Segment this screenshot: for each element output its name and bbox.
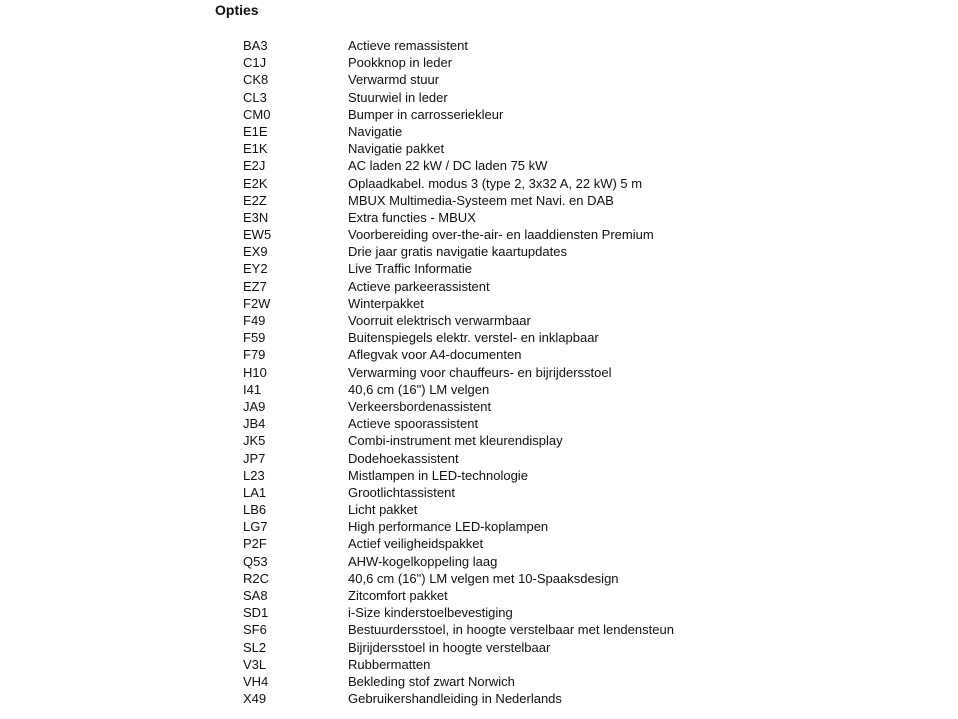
option-row: [243, 553, 674, 570]
option-code: CM0: [243, 106, 271, 122]
option-code: E2J: [243, 158, 266, 174]
option-code: E3N: [243, 209, 269, 225]
option-row: [243, 587, 674, 604]
option-row: [243, 364, 674, 381]
option-code: LA1: [243, 484, 267, 500]
option-description: Aflegvak voor A4-documenten: [348, 347, 522, 363]
option-description: Navigatie pakket: [348, 141, 445, 157]
options-list: [243, 37, 674, 707]
option-row: [243, 312, 674, 329]
option-description: Voorbereiding over-the-air- en laaddiensten Premium: [348, 227, 654, 243]
option-description: Grootlichtassistent: [348, 484, 455, 500]
option-row: [243, 415, 674, 432]
option-row: [243, 243, 674, 260]
option-row: [243, 604, 674, 621]
option-code: VH4: [243, 673, 269, 689]
option-code: F79: [243, 347, 266, 363]
option-row: [243, 381, 674, 398]
option-description: Navigatie: [348, 123, 403, 139]
option-description: Rubbermatten: [348, 656, 431, 672]
option-row: [243, 398, 674, 415]
option-description: 40,6 cm (16") LM velgen: [348, 381, 490, 397]
option-row: [243, 54, 674, 71]
option-row: [243, 192, 674, 209]
option-description: Oplaadkabel. modus 3 (type 2, 3x32 A, 22 kW) 5 m: [348, 175, 643, 191]
option-row: [243, 484, 674, 501]
option-description: Bijrijdersstoel in hoogte verstelbaar: [348, 639, 551, 655]
option-code: JA9: [243, 398, 266, 414]
option-row: [243, 690, 674, 707]
option-description: Bumper in carrosseriekleur: [348, 106, 504, 122]
option-description: Winterpakket: [348, 295, 424, 311]
option-row: [243, 518, 674, 535]
option-code: JK5: [243, 433, 266, 449]
option-description: Dodehoekassistent: [348, 450, 459, 466]
option-description: Pookknop in leder: [348, 55, 453, 71]
option-row: [243, 226, 674, 243]
option-description: Mistlampen in LED-technologie: [348, 467, 528, 483]
option-code: SL2: [243, 639, 267, 655]
option-row: [243, 106, 674, 123]
option-description: Voorruit elektrisch verwarmbaar: [348, 313, 531, 328]
option-code: CK8: [243, 72, 269, 88]
option-code: JB4: [243, 416, 266, 432]
option-description: AC laden 22 kW / DC laden 75 kW: [348, 158, 548, 174]
option-description: Drie jaar gratis navigatie kaartupdates: [348, 244, 567, 260]
option-row: [243, 450, 674, 467]
option-row: [243, 346, 674, 363]
option-row: [243, 295, 674, 312]
option-row: [243, 432, 674, 449]
option-description: Verkeersbordenassistent: [348, 398, 492, 414]
option-description: Combi-instrument met kleurendisplay: [348, 433, 563, 449]
option-code: I41: [243, 381, 262, 397]
option-description: Gebruikershandleiding in Nederlands: [348, 691, 562, 707]
option-code: E1E: [243, 123, 268, 139]
page-title: Opties: [215, 2, 259, 18]
option-description: Licht pakket: [348, 502, 418, 518]
option-row: [243, 140, 674, 157]
option-description: Actieve parkeerassistent: [348, 278, 490, 294]
option-code: V3L: [243, 656, 267, 672]
option-description: Zitcomfort pakket: [348, 588, 448, 603]
option-code: EY2: [243, 261, 268, 277]
option-code: EZ7: [243, 278, 267, 294]
option-description: Live Traffic Informatie: [348, 261, 473, 277]
option-description: AHW-kogelkoppeling laag: [348, 553, 498, 569]
option-description: 40,6 cm (16") LM velgen met 10-Spaaksdesign: [348, 570, 619, 586]
option-row: [243, 123, 674, 140]
option-row: [243, 89, 674, 106]
option-description: Verwarming voor chauffeurs- en bijrijdersstoel: [348, 364, 612, 380]
option-row: [243, 175, 674, 192]
option-code: E2K: [243, 175, 268, 191]
option-row: [243, 501, 674, 518]
option-code: X49: [243, 691, 267, 707]
option-row: [243, 329, 674, 346]
option-row: [243, 260, 674, 277]
option-description: Actieve remassistent: [348, 38, 468, 53]
option-code: R2C: [243, 570, 270, 586]
option-row: [243, 673, 674, 690]
option-row: [243, 621, 674, 638]
option-code: F59: [243, 330, 266, 346]
option-code: EX9: [243, 244, 268, 260]
option-code: H10: [243, 364, 267, 380]
option-code: Q53: [243, 553, 268, 569]
option-row: [243, 467, 674, 484]
option-description: Stuurwiel in leder: [348, 89, 448, 105]
option-row: [243, 209, 674, 226]
option-code: SD1: [243, 605, 269, 621]
option-code: EW5: [243, 227, 272, 243]
option-row: [243, 157, 674, 174]
option-code: E2Z: [243, 192, 267, 208]
option-code: P2F: [243, 536, 267, 552]
option-description: MBUX Multimedia-Systeem met Navi. en DAB: [348, 192, 614, 208]
option-code: JP7: [243, 450, 266, 466]
option-code: E1K: [243, 141, 268, 157]
option-code: C1J: [243, 55, 267, 71]
option-row: [243, 570, 674, 587]
option-description: Extra functies - MBUX: [348, 209, 476, 225]
option-row: [243, 37, 674, 54]
option-row: [243, 278, 674, 295]
option-code: LB6: [243, 502, 267, 518]
option-description: i-Size kinderstoelbevestiging: [348, 605, 513, 621]
option-row: [243, 639, 674, 656]
option-row: [243, 71, 674, 88]
option-row: [243, 535, 674, 552]
option-row: [243, 656, 674, 673]
option-description: Bestuurdersstoel, in hoogte verstelbaar met lendensteun: [348, 622, 674, 638]
option-code: SA8: [243, 588, 268, 603]
option-code: LG7: [243, 519, 268, 535]
option-code: CL3: [243, 89, 267, 105]
option-code: F49: [243, 313, 266, 328]
option-code: F2W: [243, 295, 271, 311]
option-code: SF6: [243, 622, 267, 638]
option-description: Buitenspiegels elektr. verstel- en inklapbaar: [348, 330, 599, 346]
option-description: Actieve spoorassistent: [348, 416, 479, 432]
option-code: BA3: [243, 38, 268, 53]
option-description: High performance LED-koplampen: [348, 519, 549, 535]
option-code: L23: [243, 467, 265, 483]
option-description: Bekleding stof zwart Norwich: [348, 673, 515, 689]
option-description: Verwarmd stuur: [348, 72, 440, 88]
option-description: Actief veiligheidspakket: [348, 536, 484, 552]
